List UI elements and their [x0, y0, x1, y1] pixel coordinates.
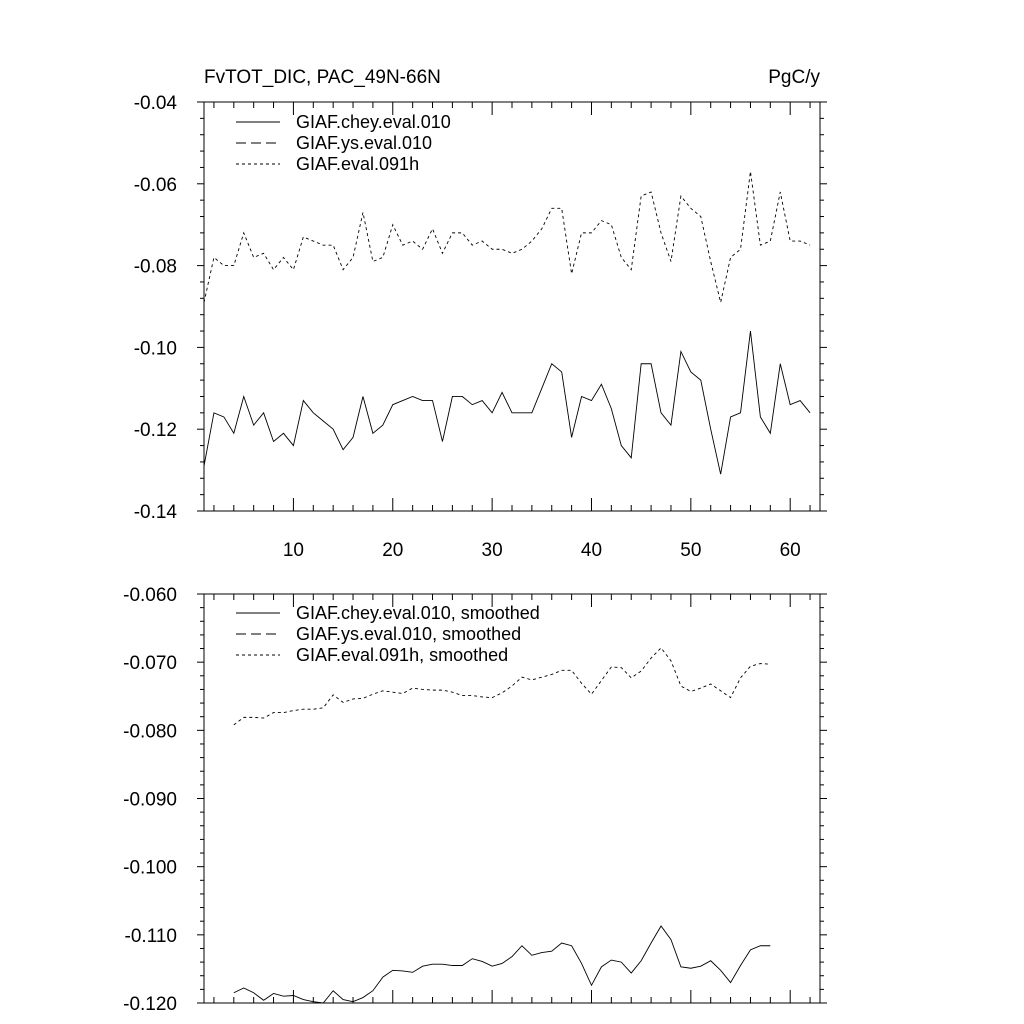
top-panel-ticks	[134, 93, 827, 561]
x-tick-label: 20	[382, 540, 404, 561]
series-line-1	[204, 331, 810, 474]
top-panel-legend	[236, 112, 451, 174]
legend-label: GIAF.ys.eval.010	[296, 133, 433, 153]
bottom-panel-legend	[236, 603, 540, 665]
y-tick-label: -0.120	[123, 994, 177, 1015]
y-tick-label: -0.10	[133, 338, 177, 360]
x-tick-label: 30	[481, 540, 503, 561]
x-tick-label: 60	[779, 540, 801, 561]
y-tick-label: -0.04	[133, 93, 177, 114]
top-panel-title: FvTOT_DIC, PAC_49N-66N	[204, 67, 441, 88]
y-tick-label: -0.06	[133, 174, 177, 196]
legend-label: GIAF.ys.eval.010, smoothed	[296, 624, 522, 644]
x-tick-label: 50	[680, 540, 702, 561]
y-tick-label: -0.060	[123, 585, 177, 606]
y-tick-label: -0.12	[133, 420, 177, 442]
series-line-1	[234, 926, 771, 1003]
y-tick-label: -0.090	[123, 789, 177, 811]
legend-label: GIAF.eval.091h, smoothed	[296, 645, 509, 665]
y-tick-label: -0.080	[123, 721, 177, 743]
bottom-panel-series	[234, 648, 771, 1003]
bottom-panel	[123, 585, 827, 1015]
y-tick-label: -0.14	[133, 502, 177, 523]
series-line-3	[204, 172, 810, 303]
y-tick-label: -0.08	[133, 256, 177, 278]
top-panel	[134, 67, 827, 561]
y-tick-label: -0.110	[124, 925, 177, 947]
x-tick-label: 40	[580, 540, 603, 561]
legend-label: GIAF.chey.eval.010, smoothed	[296, 603, 540, 623]
x-tick-label: 10	[282, 540, 304, 561]
top-panel-series	[204, 172, 810, 475]
y-tick-label: -0.100	[123, 857, 177, 879]
legend-label: GIAF.eval.091h	[296, 154, 420, 174]
legend-label: GIAF.chey.eval.010	[296, 112, 451, 132]
top-panel-units: PgC/y	[768, 67, 820, 88]
y-tick-label: -0.070	[123, 653, 177, 675]
